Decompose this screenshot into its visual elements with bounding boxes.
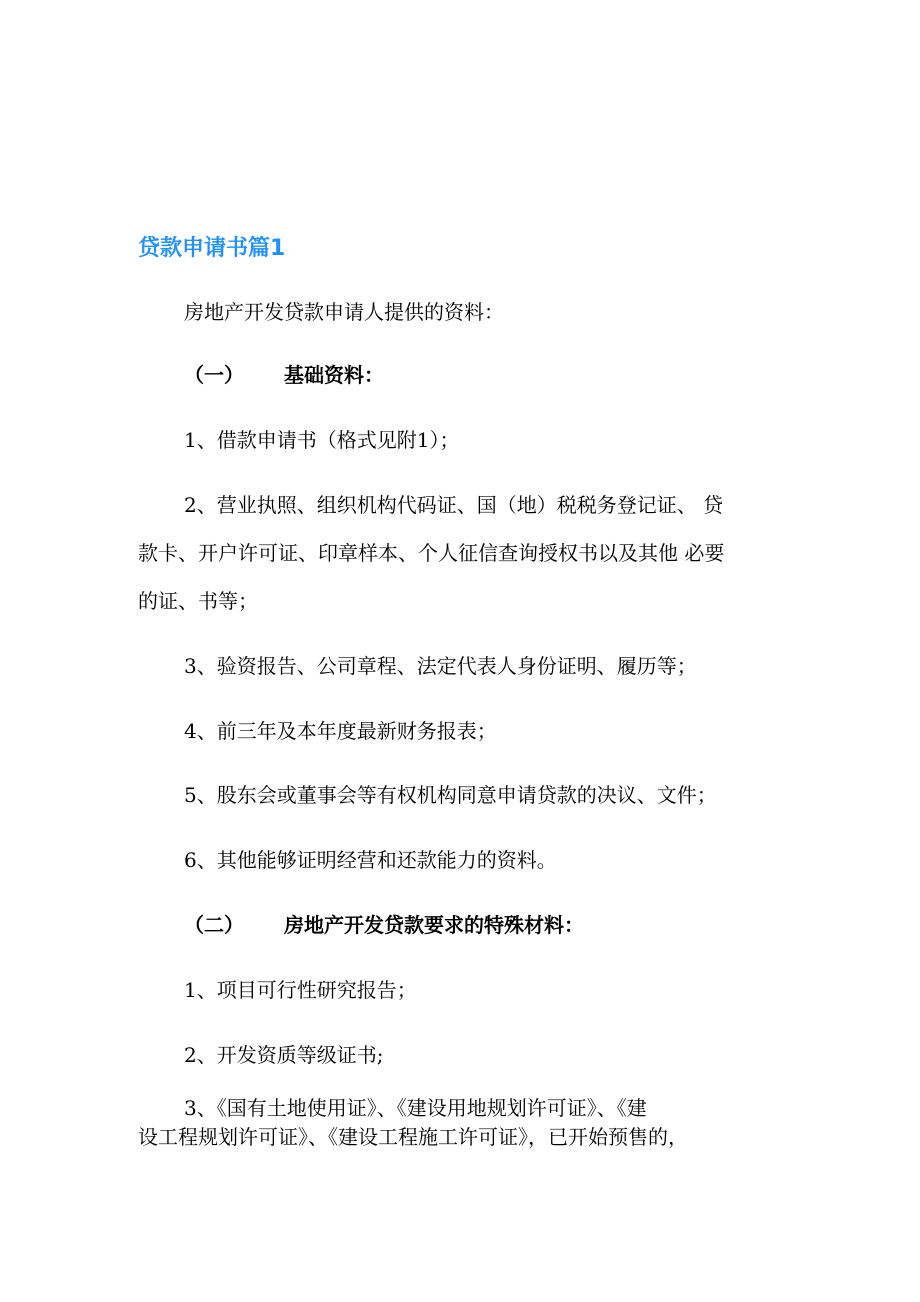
list-item: 5、股东会或董事会等有权机构同意申请贷款的决议、文件； [184, 783, 717, 807]
list-item: 2、营业执照、组织机构代码证、国（地）税税务登记证、 贷 [184, 493, 724, 517]
section-label: 基础资料： [284, 363, 384, 387]
section-number: （一） [184, 363, 244, 387]
section-heading-special [184, 910, 584, 940]
list-item: 3、《国有土地使用证》、《建设用地规划许可证》、《建 [184, 1096, 647, 1120]
list-item-continuation: 款卡、开户许可证、印章样本、个人征信查询授权书以及其他 必要 [138, 541, 725, 565]
list-item-continuation: 设工程规划许可证》、《建设工程施工许可证》，已开始预售的， [138, 1125, 688, 1149]
section-heading-basic [184, 360, 384, 390]
intro-paragraph: 房地产开发贷款申请人提供的资料： [184, 300, 504, 324]
list-item: 1、项目可行性研究报告； [184, 978, 417, 1002]
list-item: 2、开发资质等级证书; [184, 1043, 384, 1067]
list-item: 1、借款申请书（格式见附1）； [184, 428, 460, 452]
list-item: 6、其他能够证明经营和还款能力的资料。 [184, 848, 557, 872]
list-item: 3、验资报告、公司章程、法定代表人身份证明、履历等； [184, 654, 697, 678]
section-number: （二） [184, 913, 244, 937]
list-item-continuation: 的证、书等； [138, 589, 258, 613]
document-title: 贷款申请书篇1 [138, 236, 286, 261]
section-label: 房地产开发贷款要求的特殊材料： [284, 913, 584, 937]
list-item: 4、前三年及本年度最新财务报表； [184, 719, 497, 743]
